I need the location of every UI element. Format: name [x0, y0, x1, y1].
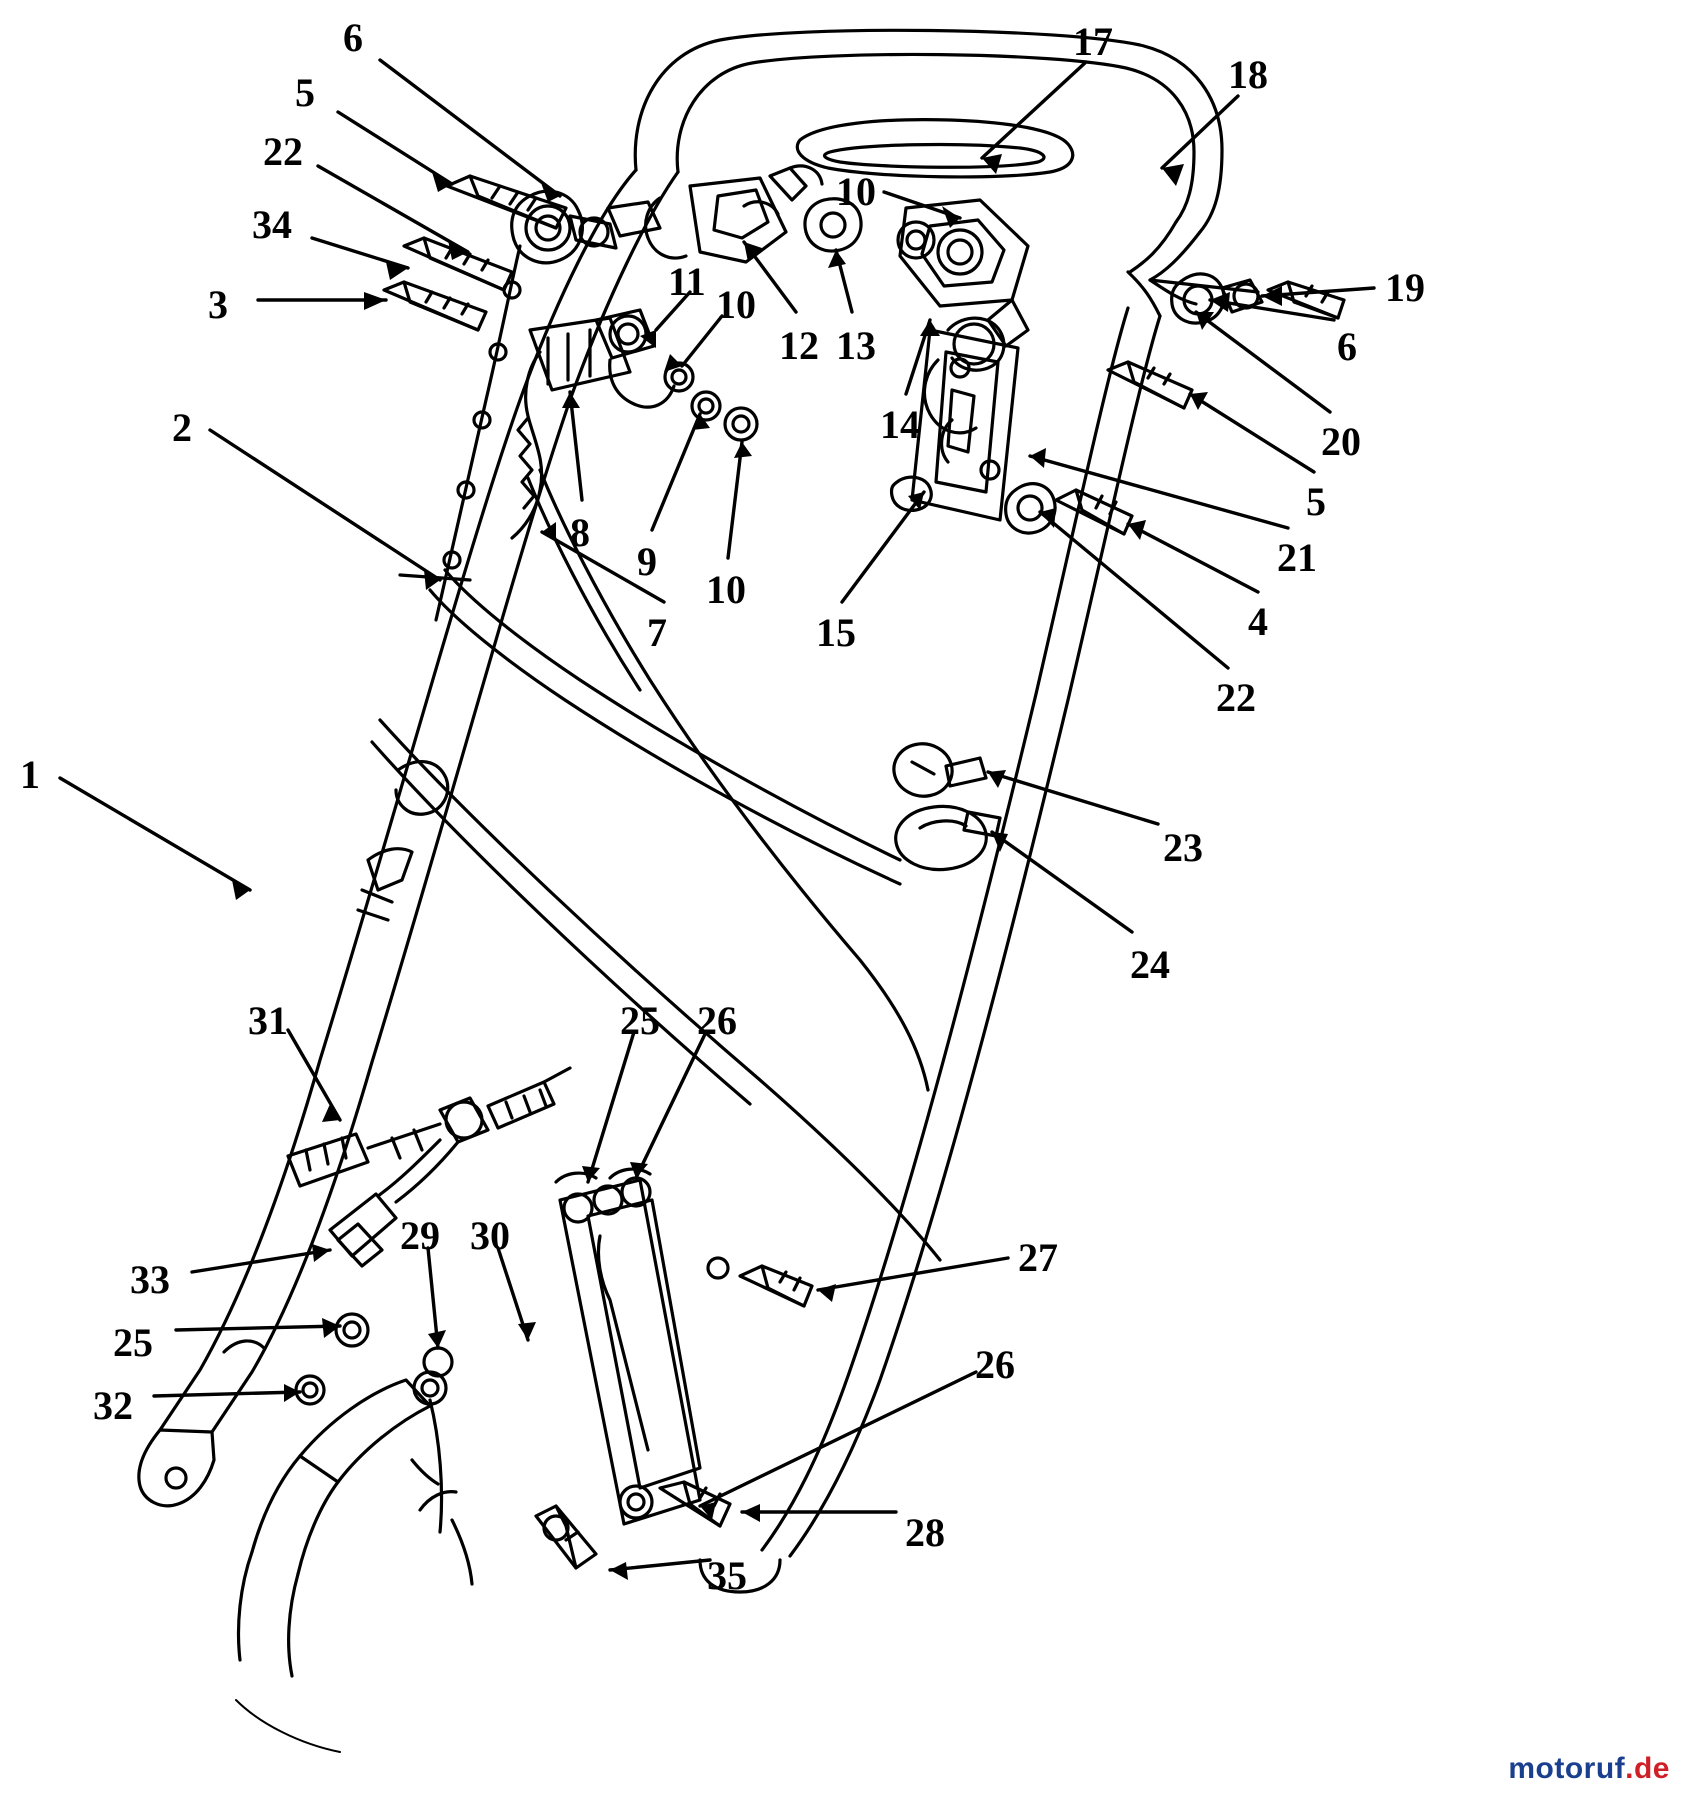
- callout-10-lower: 10: [706, 567, 746, 612]
- callout-31: 31: [248, 998, 288, 1043]
- callout-12: 12: [779, 323, 819, 368]
- watermark-suffix-text: .de: [1625, 1752, 1670, 1785]
- callout-7: 7: [647, 610, 667, 655]
- callout-22-top-left: 22: [263, 129, 303, 174]
- callout-17: 17: [1073, 19, 1113, 64]
- callout-6-top-left: 6: [343, 15, 363, 60]
- callout-2: 2: [172, 405, 192, 450]
- callout-15: 15: [816, 610, 856, 655]
- callout-14: 14: [880, 402, 920, 447]
- watermark-main-text: motoruf: [1508, 1752, 1626, 1785]
- callout-8: 8: [570, 510, 590, 555]
- callout-25-upper: 25: [620, 998, 660, 1043]
- callout-4: 4: [1248, 599, 1268, 644]
- callout-18: 18: [1228, 52, 1268, 97]
- callout-10-middle: 10: [716, 282, 756, 327]
- callout-35: 35: [707, 1553, 747, 1598]
- callout-1: 1: [20, 752, 40, 797]
- callout-22-right: 22: [1216, 675, 1256, 720]
- callout-5-top-left: 5: [295, 70, 315, 115]
- callout-21: 21: [1277, 535, 1317, 580]
- callout-25-lower: 25: [113, 1320, 153, 1365]
- callout-24: 24: [1130, 942, 1170, 987]
- callout-20: 20: [1321, 419, 1361, 464]
- callout-23: 23: [1163, 825, 1203, 870]
- callout-26-upper: 26: [697, 998, 737, 1043]
- callout-6-right: 6: [1337, 324, 1357, 369]
- callout-33: 33: [130, 1257, 170, 1302]
- callout-30: 30: [470, 1213, 510, 1258]
- callout-11: 11: [668, 259, 706, 304]
- watermark: [1508, 1752, 1670, 1786]
- callout-10-top: 10: [836, 169, 876, 214]
- callout-28: 28: [905, 1510, 945, 1555]
- callout-26-lower: 26: [975, 1342, 1015, 1387]
- callout-5-right: 5: [1306, 479, 1326, 524]
- callout-29: 29: [400, 1213, 440, 1258]
- callout-34: 34: [252, 202, 292, 247]
- callout-19: 19: [1385, 265, 1425, 310]
- callout-32: 32: [93, 1383, 133, 1428]
- callout-9: 9: [637, 539, 657, 584]
- callout-3: 3: [208, 282, 228, 327]
- callout-13: 13: [836, 323, 876, 368]
- callout-27: 27: [1018, 1235, 1058, 1280]
